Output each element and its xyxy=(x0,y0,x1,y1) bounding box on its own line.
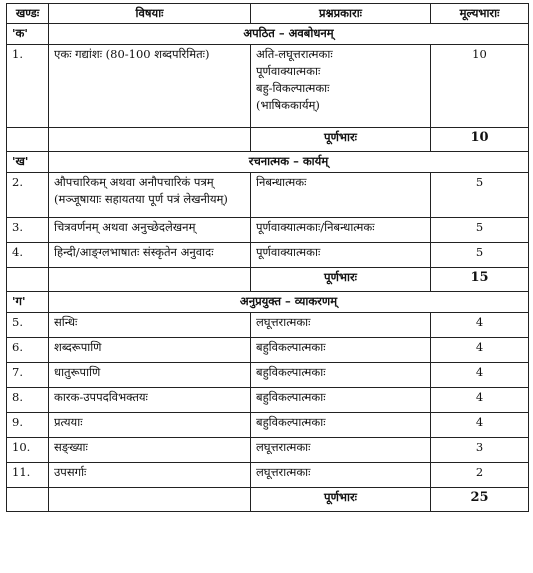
row-marks: 4 xyxy=(431,338,529,363)
total-value: 15 xyxy=(431,268,529,292)
marks-distribution-table xyxy=(6,3,529,512)
row-question-type xyxy=(251,45,431,128)
row-topic: धातुरूपाणि xyxy=(49,363,251,388)
section-row xyxy=(7,292,529,313)
row-marks: 4 xyxy=(431,313,529,338)
total-label: पूर्णभारः xyxy=(251,268,431,292)
table-row xyxy=(7,463,529,488)
type-line: अति-लघूत्तरात्मकाः xyxy=(256,47,333,61)
row-marks: 4 xyxy=(431,388,529,413)
type-line: (भाषिककार्यम्) xyxy=(256,98,320,112)
row-question-type xyxy=(251,218,431,243)
row-number: 2. xyxy=(7,173,49,218)
table-row xyxy=(7,388,529,413)
row-number: 5. xyxy=(7,313,49,338)
row-topic: उपसर्गाः xyxy=(49,463,251,488)
row-marks: 4 xyxy=(431,413,529,438)
topic-line: औपचारिकम् अथवा अनौपचारिकं पत्रम् xyxy=(54,175,214,189)
table-row xyxy=(7,438,529,463)
row-question-type: बहुविकल्पात्मकाः xyxy=(251,363,431,388)
row-topic: प्रत्ययाः xyxy=(49,413,251,438)
row-question-type: बहुविकल्पात्मकाः xyxy=(251,413,431,438)
row-number: 11. xyxy=(7,463,49,488)
row-marks: 4 xyxy=(431,363,529,388)
section-title: रचनात्मक – कार्यम् xyxy=(49,152,529,173)
total-value: 10 xyxy=(431,128,529,152)
topic-line: हिन्दी/आङ्ग्लभाषातः संस्कृतेन अनुवादः xyxy=(54,245,214,259)
row-topic xyxy=(49,218,251,243)
total-row xyxy=(7,128,529,152)
row-number: 3. xyxy=(7,218,49,243)
topic-line: (मञ्जूषायाः सहायतया पूर्ण पत्रं लेखनीयम्) xyxy=(54,192,228,206)
table-row xyxy=(7,338,529,363)
row-topic: कारक-उपपदविभक्तयः xyxy=(49,388,251,413)
row-marks: 10 xyxy=(431,45,529,128)
section-row xyxy=(7,24,529,45)
row-question-type: बहुविकल्पात्मकाः xyxy=(251,388,431,413)
row-question-type: लघूत्तरात्मकाः xyxy=(251,463,431,488)
total-label: पूर्णभारः xyxy=(251,488,431,512)
row-marks: 5 xyxy=(431,173,529,218)
row-topic xyxy=(49,173,251,218)
total-row xyxy=(7,268,529,292)
row-marks: 3 xyxy=(431,438,529,463)
row-topic: शब्दरूपाणि xyxy=(49,338,251,363)
row-number: 7. xyxy=(7,363,49,388)
row-number: 4. xyxy=(7,243,49,268)
section-label: 'क' xyxy=(7,24,49,45)
type-line: पूर्णवाक्यात्मकाः xyxy=(256,64,321,78)
row-question-type: बहुविकल्पात्मकाः xyxy=(251,338,431,363)
row-marks: 5 xyxy=(431,243,529,268)
table-row xyxy=(7,243,529,268)
row-number: 6. xyxy=(7,338,49,363)
type-line: पूर्णवाक्यात्मकाः xyxy=(256,245,321,259)
total-label: पूर्णभारः xyxy=(251,128,431,152)
row-marks: 2 xyxy=(431,463,529,488)
type-line: निबन्धात्मकः xyxy=(256,175,307,189)
table-row xyxy=(7,313,529,338)
row-topic xyxy=(49,243,251,268)
row-number: 10. xyxy=(7,438,49,463)
row-question-type: लघूत्तरात्मकाः xyxy=(251,313,431,338)
row-number: 9. xyxy=(7,413,49,438)
section-row xyxy=(7,152,529,173)
total-value: 25 xyxy=(431,488,529,512)
section-label: 'ग' xyxy=(7,292,49,313)
topic-line: चित्रवर्णनम् अथवा अनुच्छेदलेखनम् xyxy=(54,220,196,234)
section-label: 'ख' xyxy=(7,152,49,173)
row-topic: सन्धिः xyxy=(49,313,251,338)
header-topic: विषयाः xyxy=(49,4,251,24)
row-question-type: लघूत्तरात्मकाः xyxy=(251,438,431,463)
table-row xyxy=(7,363,529,388)
header-row xyxy=(7,4,529,24)
header-marks: मूल्यभाराः xyxy=(431,4,529,24)
table-row xyxy=(7,173,529,218)
topic-line: एकः गद्यांशः (80-100 शब्दपरिमितः) xyxy=(54,47,210,61)
header-section: खण्डः xyxy=(7,4,49,24)
row-topic xyxy=(49,45,251,128)
type-line: पूर्णवाक्यात्मकाः/निबन्धात्मकः xyxy=(256,220,375,234)
header-question-type: प्रश्नप्रकाराः xyxy=(251,4,431,24)
row-topic: सङ्ख्याः xyxy=(49,438,251,463)
row-question-type xyxy=(251,243,431,268)
table-row xyxy=(7,218,529,243)
total-row xyxy=(7,488,529,512)
section-title: अपठित – अवबोधनम् xyxy=(49,24,529,45)
row-marks: 5 xyxy=(431,218,529,243)
row-number: 8. xyxy=(7,388,49,413)
section-title: अनुप्रयुक्त – व्याकरणम् xyxy=(49,292,529,313)
row-number: 1. xyxy=(7,45,49,128)
type-line: बहु-विकल्पात्मकाः xyxy=(256,81,330,95)
table-row xyxy=(7,45,529,128)
table-row xyxy=(7,413,529,438)
row-question-type xyxy=(251,173,431,218)
